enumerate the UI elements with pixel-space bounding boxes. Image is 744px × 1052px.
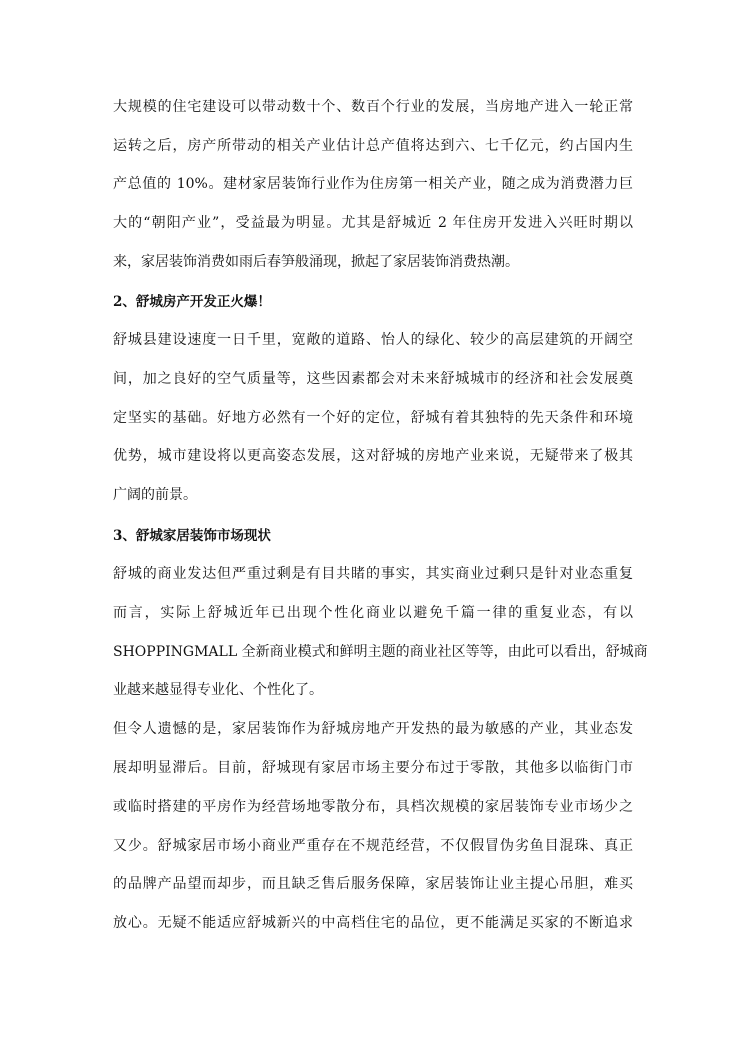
text-line: 业越来越显得专业化、个性化了。 [113,682,323,698]
text-line: 来，家居装饰消费如雨后春笋般涌现，掀起了家居装饰消费热潮。 [113,254,519,270]
text-line: 运转之后，房产所带动的相关产业估计总产值将达到六、七千亿元，约占国内生 [113,138,633,154]
text-line: 间，加之良好的空气质量等，这些因素都会对未来舒城城市的经济和社会发展奠 [113,371,633,387]
text-line: 定坚实的基础。好地方必然有一个好的定位，舒城有着其独特的先天条件和环境 [113,410,633,426]
text-line: 优势，城市建设将以更高姿态发展，这对舒城的房地产业来说，无疑带来了极其 [113,448,633,464]
text-line: 而言，实际上舒城近年已出现个性化商业以避免千篇一律的重复业态，有以 [113,605,633,621]
text-line: 或临时搭建的平房作为经营场地零散分布，具档次规模的家居装饰专业市场少之 [113,799,633,815]
text-line: 的品牌产品望而却步，而且缺乏售后服务保障，家居装饰让业主提心吊胆，难买 [113,876,633,892]
section-heading-3: 3、舒城家居装饰市场现状 [113,528,271,544]
text-line: 但令人遗憾的是，家居装饰作为舒城房地产开发热的最为敏感的产业，其业态发 [113,721,633,737]
section-heading-2: 2、舒城房产开发正火爆！ [113,294,271,310]
text-line: SHOPPINGMALL 全新商业模式和鲜明主题的商业社区等等，由此可以看出，舒城商 [113,644,648,660]
text-line: 舒城县建设速度一日千里，宽敞的道路、怡人的绿化、较少的高层建筑的开阔空 [113,332,633,348]
text-line: 大的“朝阳产业”，受益最为明显。尤其是舒城近 2 年住房开发进入兴旺时期以 [113,215,633,231]
text-line: 又少。舒城家居市场小商业严重存在不规范经营，不仅假冒伪劣鱼目混珠、真正 [113,838,633,854]
text-line: 放心。无疑不能适应舒城新兴的中高档住宅的品位，更不能满足买家的不断追求 [113,915,633,931]
text-line: 广阔的前景。 [113,487,197,503]
text-line: 舒城的商业发达但严重过剩是有目共睹的事实，其实商业过剩只是针对业态重复 [113,566,633,582]
text-line: 大规模的住宅建设可以带动数十个、数百个行业的发展，当房地产进入一轮正常 [113,99,633,115]
text-line: 展却明显滞后。目前，舒城现有家居市场主要分布过于零散，其他多以临街门市 [113,760,633,776]
text-line: 产总值的 10%。建材家居装饰行业作为住房第一相关产业，随之成为消费潜力巨 [113,176,633,192]
